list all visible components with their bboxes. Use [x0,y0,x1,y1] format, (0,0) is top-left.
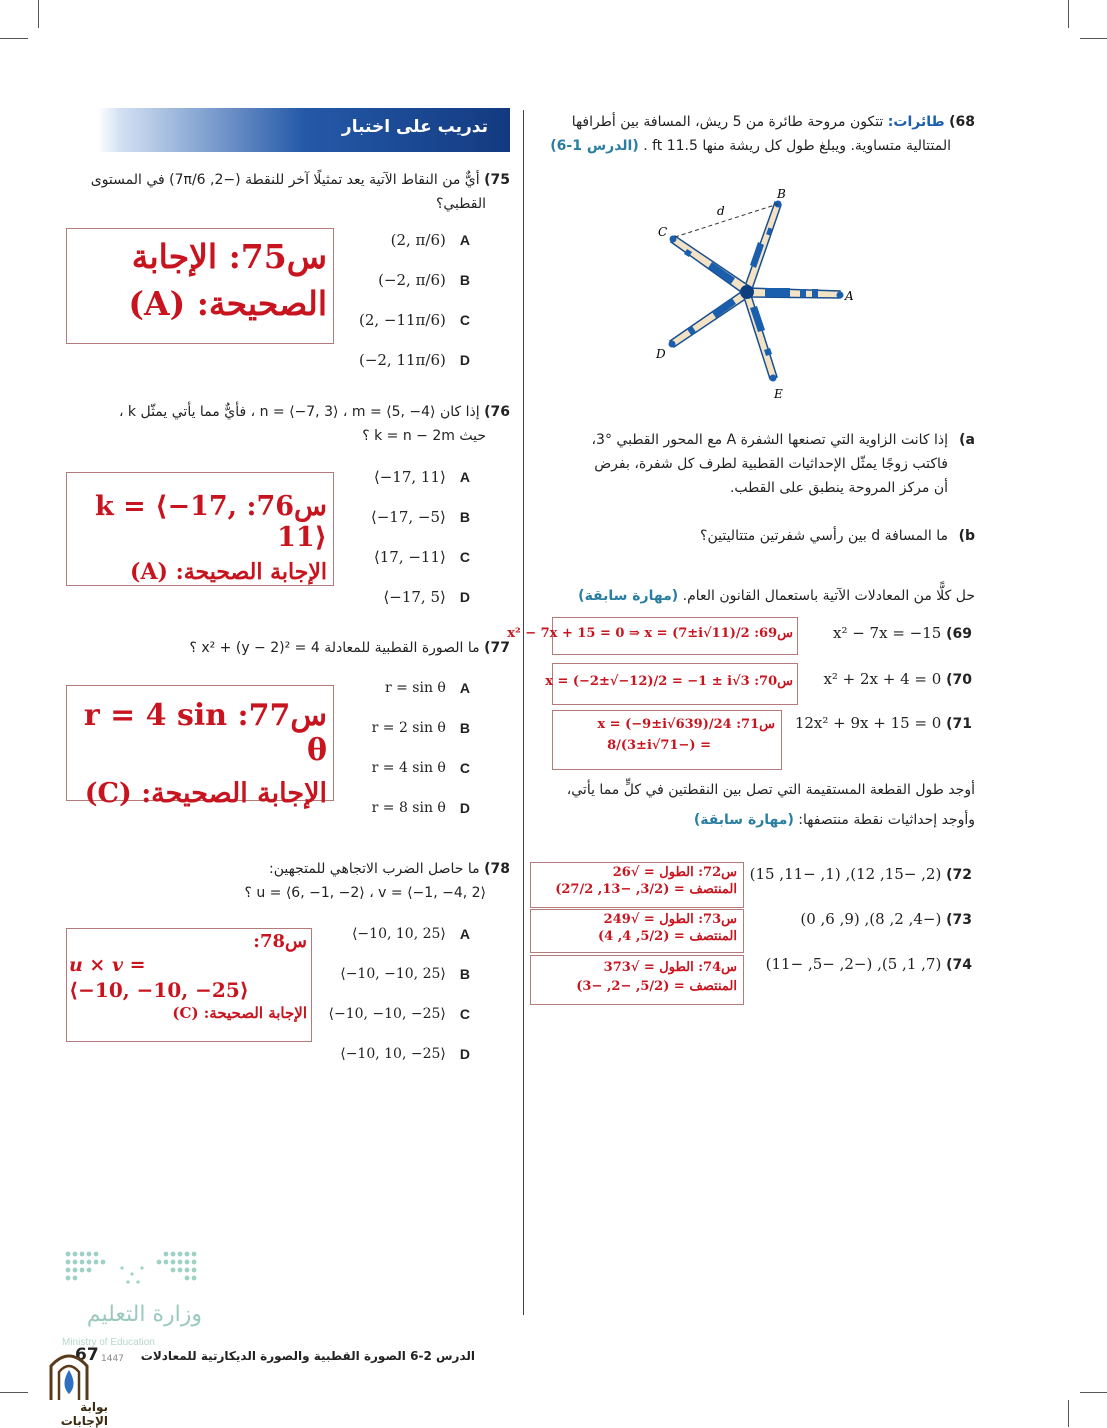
blade-e [743,292,777,382]
option-a-value[interactable]: ⟨−10, 10, 25⟩ [351,926,446,942]
crop-mark [1080,38,1107,39]
question-76 [75,400,510,448]
option-a-letter[interactable]: A [459,232,470,248]
label-d-distance: d [717,204,725,218]
q71-answer-box [552,710,782,770]
option-b-letter[interactable]: B [459,272,470,288]
q71-answer-line1: س71: x = (−9±i√639)/24 [597,717,775,732]
crop-mark [0,1392,28,1393]
q78-options [312,922,470,1082]
q78-text-2: u = ⟨6, −1, −2⟩ ، v = ⟨−1, −4, 2⟩ ؟ [244,885,486,901]
q75-options [340,228,470,388]
label-b: B [777,187,786,201]
question-73 [745,910,972,928]
question-75 [75,168,510,216]
skill-tag: (مهارة سابقة) [578,588,679,604]
ministry-name-ar: وزارة التعليم [86,1302,202,1327]
q76-text-2: حيث k = n − 2m ؟ [362,428,486,444]
q68-part-a [545,428,975,500]
crop-mark [38,0,39,28]
option-a-value[interactable]: ⟨−17, 11⟩ [373,468,446,486]
question-72 [745,865,972,883]
q78-answer-line3: ⟨−10, −10, −25⟩ [69,978,249,1002]
segment-instruction-line2: وأوجد إحداثيات نقطة منتصفها: [798,812,975,828]
answers-gateway-logo [45,1348,93,1402]
q72-answer-midpoint: المنتصف = (3/2, −13, 27/2) [555,882,737,897]
q68-a-line1: إذا كانت الزاوية التي تصنعها الشفرة A مع المحور القطبي °3، [591,432,948,448]
option-b-letter[interactable]: B [459,720,470,736]
q78-answer-line2: u × v = [69,954,146,976]
q72-answer-box [530,862,744,908]
label-d: D [656,347,666,361]
q69-equation: x² − 7x = −15 [832,624,942,642]
q76-answer-line1: س76: k = ⟨−17, 11⟩ [95,491,327,553]
option-a-letter[interactable]: A [459,680,470,696]
label-a: A [845,289,854,303]
option-b-value[interactable]: ⟨−10, −10, 25⟩ [340,966,446,982]
option-d-value[interactable]: ⟨−17, 5⟩ [383,588,446,606]
crop-mark [1080,1392,1107,1393]
q78-text: ما حاصل الضرب الاتجاهي للمتجهين: [269,861,480,877]
option-c-letter[interactable]: C [459,312,470,328]
blade-d [669,290,751,348]
option-d-value[interactable]: (−2, 11π/6) [358,351,446,369]
q74-answer-midpoint: المنتصف = (5/2, −2, −3) [576,979,737,994]
solve-instruction-text: حل كلًّا من المعادلات الآتية باستعمال القانون العام. [682,588,975,604]
propeller-hub [740,285,754,299]
label-e: E [774,387,783,401]
segment-instructions [545,778,975,832]
option-a-value[interactable]: (2, π/6) [390,231,446,249]
option-d-value[interactable]: ⟨−10, 10, −25⟩ [340,1046,446,1062]
q75-text: أيٌّ من النقاط الآتية يعد تمثيلًا آخر للنقطة (−2, 7π/6) في المستوى [90,172,480,188]
option-b-letter[interactable]: B [459,509,470,525]
option-c-value[interactable]: ⟨17, −11⟩ [373,548,446,566]
option-a-letter[interactable]: A [459,469,470,485]
option-b-value[interactable]: ⟨−17, −5⟩ [370,508,446,526]
option-d-letter[interactable]: D [459,1046,470,1062]
option-d-letter[interactable]: D [459,589,470,605]
q73-answer-length: س73: الطول = √249 [603,912,737,927]
q76-text: إذا كان n = ⟨−7, 3⟩ ، m = ⟨5, −4⟩ ، فأيٌّ مما يأتي يمثّل k ، [118,404,480,420]
q68-tag: طائرات: [887,114,945,130]
q73-answer-midpoint: المنتصف = (5/2, 4, 4) [598,929,737,944]
q70-answer-box [545,663,798,705]
q74-answer-length: س74: الطول = √373 [603,960,737,975]
q69-answer: س69: x² − 7x + 15 = 0 ⇒ x = (7±i√11)/2 [507,626,793,641]
option-c-value[interactable]: (2, −11π/6) [358,311,446,329]
blade-a [747,288,844,299]
q72-answer-length: س72: الطول = √26 [612,865,737,880]
option-d-letter[interactable]: D [459,352,470,368]
option-b-value[interactable]: r = 2 sin θ [371,720,446,736]
q68-b-text: ما المسافة d بين رأسي شفرتين متتاليتين؟ [700,528,948,544]
q75-answer-line2: الصحيحة: (A) [128,284,327,323]
q75-text-2: القطبي؟ [435,196,486,212]
option-c-value[interactable]: r = 4 sin θ [371,760,446,776]
q69-number: 69) [946,626,972,642]
q77-answer-line2: الإجابة الصحيحة: (C) [84,778,327,809]
q72-number: 72) [946,867,972,883]
q76-options [340,465,470,625]
q68-a-line3: أن مركز المروحة ينطبق على القطب. [729,480,948,496]
q78-answer-line1: س78: [253,931,307,952]
crop-mark [1068,1400,1069,1427]
question-68 [545,110,975,158]
segment-instruction-line1: أوجد طول القطعة المستقيمة التي تصل بين النقطتين في كلٍّ مما يأتي، [566,782,975,798]
q75-number: 75) [484,172,510,188]
q75-answer-line1: س75: الإجابة [131,237,327,276]
solve-instructions [545,584,975,608]
question-77 [75,636,510,660]
q77-number: 77) [484,640,510,656]
q74-answer-box [530,955,744,1005]
q68-b-letter: b) [958,528,975,544]
q76-answer-line2: الإجابة الصحيحة: (A) [130,559,327,585]
q68-a-line2: فاكتب زوجًا يمثّل الإحداثيات القطبية لطرف كل شفرة، بفرض [594,456,948,472]
option-c-value[interactable]: ⟨−10, −10, −25⟩ [328,1006,446,1022]
crop-mark [1068,0,1069,28]
q68-text: تتكون مروحة طائرة من 5 ريش، المسافة بين أطرافها [571,114,884,130]
crop-mark [0,38,28,39]
q73-points: (−4, 2, 8), (9, 6, 0) [800,910,942,928]
q75-answer-box [66,228,334,344]
ministry-name-en: Ministry of Education [62,1337,155,1348]
question-78 [75,857,510,905]
option-b-value[interactable]: (−2, π/6) [378,271,446,289]
question-74 [745,955,972,973]
option-c-letter[interactable]: C [459,1006,470,1022]
q73-answer-box [530,909,744,953]
option-c-letter[interactable]: C [459,549,470,565]
q77-text: ما الصورة القطبية للمعادلة x² + (y − 2)² = 4 ؟ [189,640,480,656]
q68-text-2: المتتالية متساوية. ويبلغ طول كل ريشة منها 11.5 ft . [643,138,951,154]
question-69 [790,624,972,642]
answers-gateway-label: بوابة الإجابات [60,1400,108,1428]
q69-answer-box [507,617,798,655]
q71-number: 71) [946,716,972,732]
footer-lesson-number: الدرس 2-6 [410,1349,475,1363]
q70-equation: x² + 2x + 4 = 0 [823,670,942,688]
q76-number: 76) [484,404,510,420]
q78-answer-line4: الإجابة الصحيحة: (C) [172,1004,307,1022]
q77-answer-box [66,685,334,809]
option-d-letter[interactable]: D [459,800,470,816]
q70-answer: س70: x = (−2±√−12)/2 = −1 ± i√3 [545,674,793,689]
distance-d-line [675,204,778,237]
option-a-value[interactable]: r = sin θ [384,680,446,696]
option-d-value[interactable]: r = 8 sin θ [371,800,446,816]
question-70 [790,670,972,688]
q73-number: 73) [946,912,972,928]
label-c: C [658,225,668,239]
footer-lesson [125,1349,475,1363]
q72-points: (2, −15, 12), (1, −11, 15) [749,865,942,883]
ministry-logo-dots [62,1248,202,1290]
q74-number: 74) [946,957,972,973]
year-mark: 1447 [101,1354,124,1364]
column-divider [523,110,524,1315]
blade-b [744,201,782,293]
q70-number: 70) [946,672,972,688]
q77-answer-line1: س77: r = 4 sin θ [83,698,327,768]
question-71 [790,714,972,732]
q71-answer-line2: = (−3±i√71)/8 [607,738,711,753]
footer-lesson-title: الصورة القطبية والصورة الديكارتية للمعادلات [140,1349,406,1363]
q68-a-letter: a) [959,432,975,448]
q68-part-b [545,524,975,548]
q78-answer-box [66,928,312,1042]
q71-equation: 12x² + 9x + 15 = 0 [794,714,942,732]
q78-number: 78) [484,861,510,877]
q68-lesson-ref: (الدرس 1-6) [550,138,639,154]
skill-tag-2: (مهارة سابقة) [693,812,794,828]
page-number: 67 [75,1345,99,1365]
propeller-figure [640,180,870,405]
option-b-letter[interactable]: B [459,966,470,982]
test-practice-title: تدريب على اختبار [341,117,488,137]
blade-c [670,236,750,295]
q77-options [340,676,470,836]
option-a-letter[interactable]: A [459,926,470,942]
q74-points: (7, 1, 5), (−2, −5, −11) [765,955,942,973]
q68-number: 68) [949,114,975,130]
option-c-letter[interactable]: C [459,760,470,776]
test-practice-header [98,108,510,152]
q76-answer-box [66,472,334,586]
